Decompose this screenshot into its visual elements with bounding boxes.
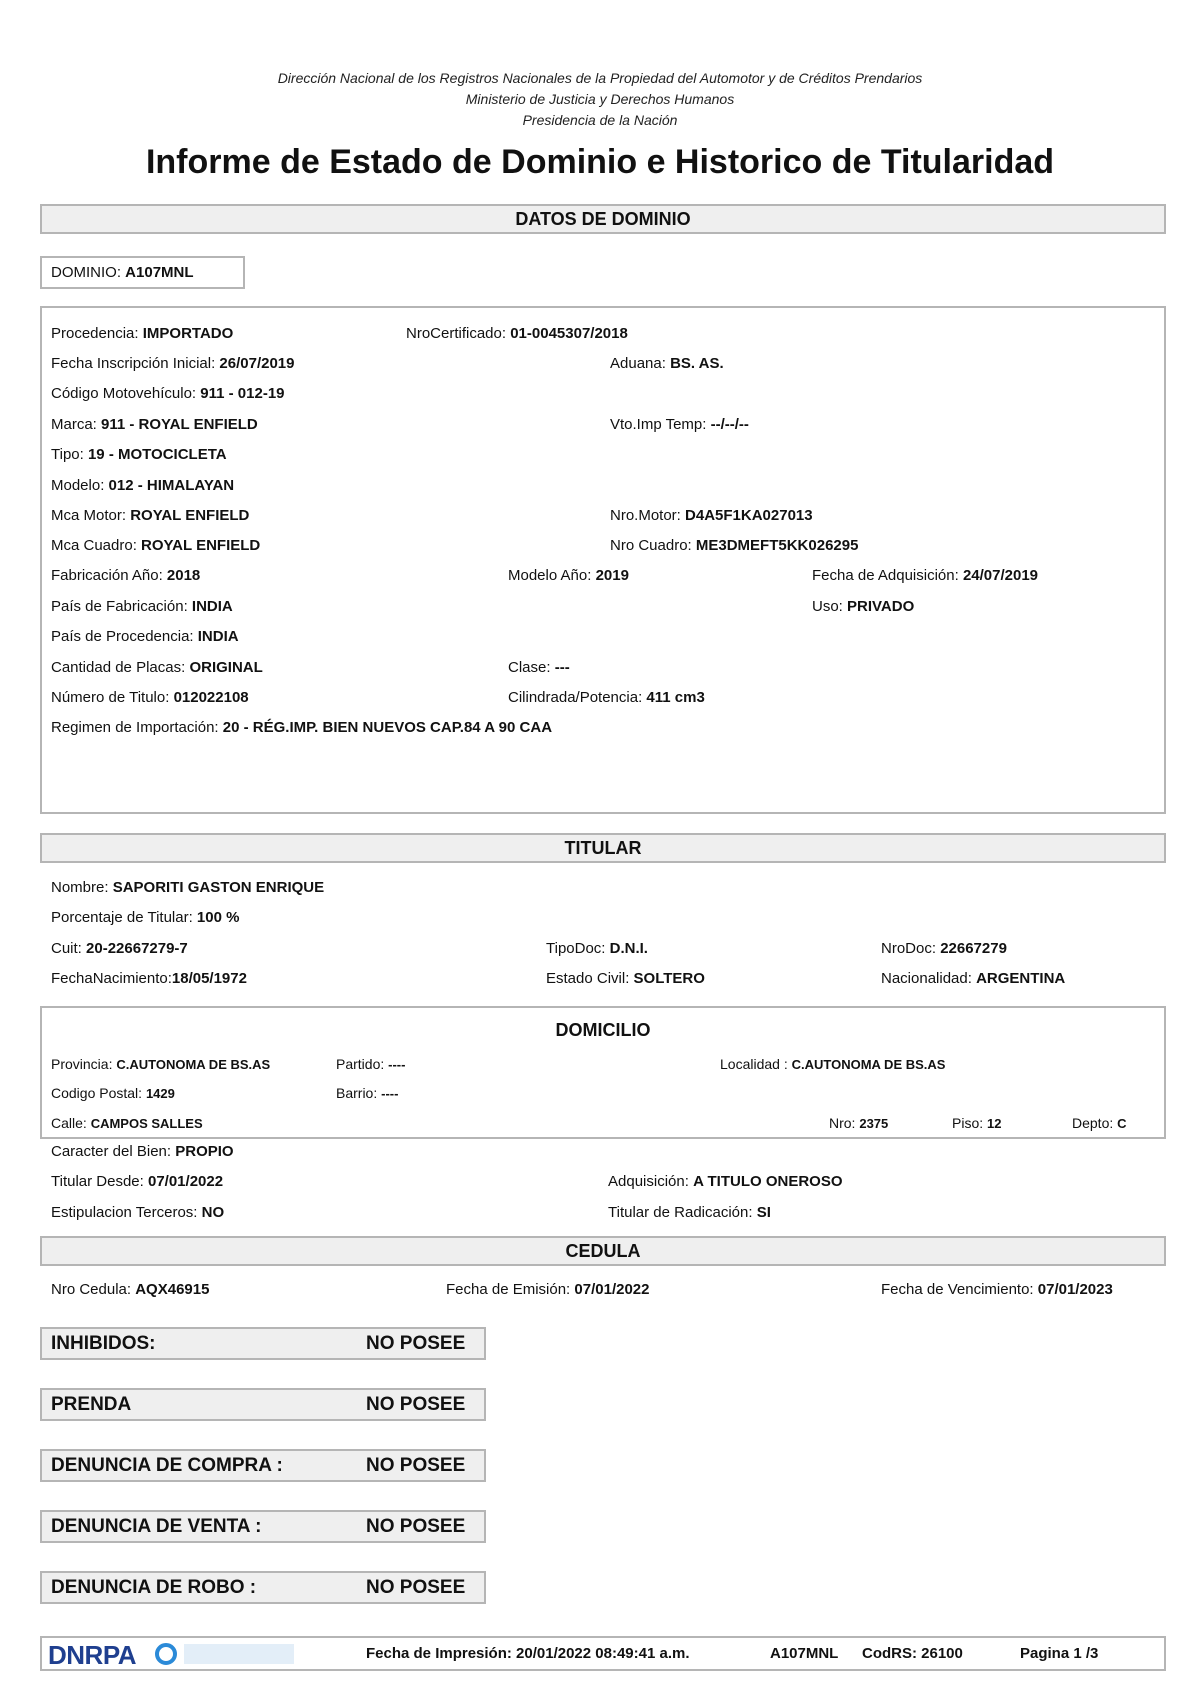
codigo-motovehiculo-field: Código Motovehículo: 911 - 012-19 — [51, 385, 285, 402]
status-label: DENUNCIA DE ROBO : — [51, 1577, 257, 1598]
nro-doc-field: NroDoc: 22667279 — [881, 940, 1007, 957]
nro-certificado-field: NroCertificado: 01-0045307/2018 — [406, 325, 628, 342]
footer-dominio: A107MNL — [770, 1645, 839, 1662]
fecha-nacimiento-field: FechaNacimiento:18/05/1972 — [51, 970, 247, 987]
fecha-adquisicion-field: Fecha de Adquisición: 24/07/2019 — [812, 567, 1039, 584]
aduana-field: Aduana: BS. AS. — [610, 355, 724, 372]
nro-field: Nro: 2375 — [829, 1115, 889, 1131]
domicilio-heading: DOMICILIO — [555, 1020, 651, 1040]
status-prenda — [40, 1388, 486, 1421]
status-label: INHIBIDOS: — [51, 1333, 156, 1354]
dnrpa-logo-tagline — [184, 1644, 294, 1664]
partido-field: Partido: ---- — [336, 1056, 406, 1072]
status-value: NO POSEE — [366, 1455, 466, 1476]
footer-fecha-impresion: Fecha de Impresión: 20/01/2022 08:49:41 a.m. — [366, 1645, 690, 1662]
dominio-field: DOMINIO: A107MNL — [51, 264, 194, 281]
status-value: NO POSEE — [366, 1333, 466, 1354]
footer-pagina: Pagina 1 /3 — [1020, 1645, 1099, 1662]
status-denuncia-robo — [40, 1571, 486, 1604]
datos-dominio-heading: DATOS DE DOMINIO — [40, 204, 1166, 234]
provincia-field: Provincia: C.AUTONOMA DE BS.AS — [51, 1056, 271, 1072]
uso-field: Uso: PRIVADO — [812, 598, 915, 615]
vehicle-data-panel — [40, 306, 1166, 814]
page-title: Informe de Estado de Dominio e Historico de Titularidad — [145, 143, 1055, 181]
nacionalidad-field: Nacionalidad: ARGENTINA — [881, 970, 1066, 987]
calle-field: Calle: CAMPOS SALLES — [51, 1115, 203, 1131]
status-value: NO POSEE — [366, 1394, 466, 1415]
cuit-field: Cuit: 20-22667279-7 — [51, 940, 188, 957]
adquisicion-field: Adquisición: A TITULO ONEROSO — [608, 1173, 843, 1190]
titular-radicacion-field: Titular de Radicación: SI — [608, 1204, 771, 1221]
clase-field: Clase: --- — [508, 659, 570, 676]
pais-procedencia-field: País de Procedencia: INDIA — [51, 628, 239, 645]
status-label: DENUNCIA DE VENTA : — [51, 1516, 262, 1537]
mca-cuadro-field: Mca Cuadro: ROYAL ENFIELD — [51, 537, 261, 554]
status-inhibidos — [40, 1327, 486, 1360]
dominio-box — [40, 256, 245, 289]
procedencia-field: Procedencia: IMPORTADO — [51, 325, 234, 342]
porcentaje-field: Porcentaje de Titular: 100 % — [51, 909, 240, 926]
tipo-doc-field: TipoDoc: D.N.I. — [546, 940, 648, 957]
nro-cedula-field: Nro Cedula: AQX46915 — [51, 1281, 210, 1298]
piso-field: Piso: 12 — [952, 1115, 1002, 1131]
status-value: NO POSEE — [366, 1516, 466, 1537]
modelo-anio-field: Modelo Año: 2019 — [508, 567, 629, 584]
estipulacion-field: Estipulacion Terceros: NO — [51, 1204, 225, 1221]
cedula-heading: CEDULA — [40, 1236, 1166, 1266]
barrio-field: Barrio: ---- — [336, 1085, 399, 1101]
page-footer — [40, 1636, 1166, 1671]
status-denuncia-venta — [40, 1510, 486, 1543]
header-line-2: Ministerio de Justicia y Derechos Humanos — [465, 91, 735, 107]
marca-field: Marca: 911 - ROYAL ENFIELD — [51, 416, 258, 433]
status-value: NO POSEE — [366, 1577, 466, 1598]
header-line-1: Dirección Nacional de los Registros Nacionales de la Propiedad del Automotor y de Créditos Prendarios — [277, 70, 923, 86]
regimen-importacion-field: Regimen de Importación: 20 - RÉG.IMP. BIEN NUEVOS CAP.84 A 90 CAA — [51, 719, 553, 736]
tipo-field: Tipo: 19 - MOTOCICLETA — [51, 446, 227, 463]
titular-desde-field: Titular Desde: 07/01/2022 — [51, 1173, 224, 1190]
dnrpa-logo: DNRPA — [48, 1640, 137, 1670]
estado-civil-field: Estado Civil: SOLTERO — [546, 970, 705, 987]
modelo-field: Modelo: 012 - HIMALAYAN — [51, 477, 235, 494]
domicilio-panel — [40, 1006, 1166, 1139]
nro-cuadro-field: Nro Cuadro: ME3DMEFT5KK026295 — [610, 537, 859, 554]
nombre-field: Nombre: SAPORITI GASTON ENRIQUE — [51, 879, 325, 896]
cilindrada-field: Cilindrada/Potencia: 411 cm3 — [508, 689, 705, 706]
status-label: DENUNCIA DE COMPRA : — [51, 1455, 283, 1476]
localidad-field: Localidad : C.AUTONOMA DE BS.AS — [720, 1056, 946, 1072]
nro-motor-field: Nro.Motor: D4A5F1KA027013 — [610, 507, 813, 524]
dnrpa-emblem-icon — [154, 1642, 180, 1666]
vto-imp-temp-field: Vto.Imp Temp: --/--/-- — [610, 416, 749, 433]
status-denuncia-compra — [40, 1449, 486, 1482]
pais-fabricacion-field: País de Fabricación: INDIA — [51, 598, 233, 615]
fabricacion-anio-field: Fabricación Año: 2018 — [51, 567, 201, 584]
numero-titulo-field: Número de Titulo: 012022108 — [51, 689, 249, 706]
fecha-emision-field: Fecha de Emisión: 07/01/2022 — [446, 1281, 650, 1298]
mca-motor-field: Mca Motor: ROYAL ENFIELD — [51, 507, 250, 524]
header-line-3: Presidencia de la Nación — [522, 112, 678, 128]
fecha-vencimiento-field: Fecha de Vencimiento: 07/01/2023 — [881, 1281, 1113, 1298]
depto-field: Depto: C — [1072, 1115, 1127, 1131]
cantidad-placas-field: Cantidad de Placas: ORIGINAL — [51, 659, 263, 676]
footer-codrs: CodRS: 26100 — [862, 1645, 963, 1662]
caracter-bien-field: Caracter del Bien: PROPIO — [51, 1143, 234, 1160]
titular-heading: TITULAR — [40, 833, 1166, 863]
status-label: PRENDA — [51, 1394, 132, 1415]
codigo-postal-field: Codigo Postal: 1429 — [51, 1085, 175, 1101]
fecha-inscripcion-field: Fecha Inscripción Inicial: 26/07/2019 — [51, 355, 295, 372]
